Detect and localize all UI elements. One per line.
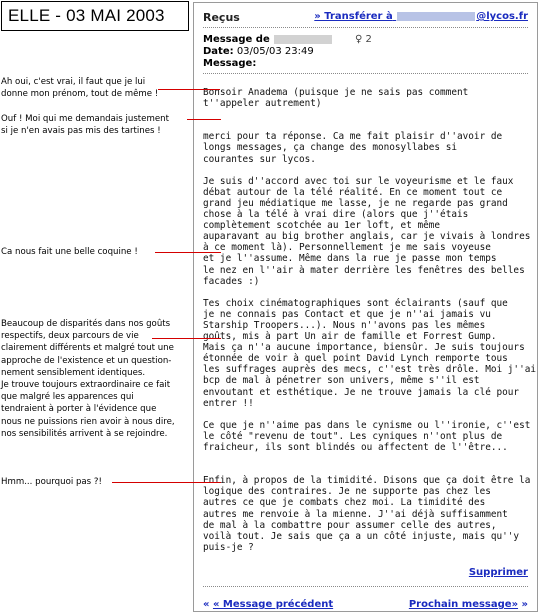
connector-line xyxy=(158,89,220,90)
sender-label: Message de xyxy=(203,34,270,45)
redacted-recipient xyxy=(397,12,475,21)
divider-top xyxy=(203,27,528,28)
connector-line xyxy=(155,252,221,253)
sender-row xyxy=(203,34,372,45)
folder-heading: Reçus xyxy=(203,11,240,24)
annotation-prenom: Ah oui, c'est vrai, il faut que je lui donne mon prénom, tout de même ! xyxy=(1,77,159,100)
annotation-disparites: Beaucoup de disparités dans nos goûts respectifs, deux parcours de vie clairement différents et malgré tout une approche de l'existence et un question- nement sensiblement identiques. Je trouve toujours extraordinaire ce fait que malgré les apparences qui tendraient à porter à l'évidence que nous ne puissions rien avoir à nous dire, nos sensibilités arrivent à se rejoindre. xyxy=(1,319,175,439)
page-title: ELLE - 03 MAI 2003 xyxy=(1,1,189,31)
divider-bottom xyxy=(203,586,528,587)
arrow-left-icon: « xyxy=(203,599,210,610)
annotation-coquine: Ca nous fait une belle coquine ! xyxy=(1,247,138,257)
message-label-row xyxy=(203,58,256,69)
message-body: Bonsoir Anadema (puisque je ne sais pas comment t''appeler autrement) merci pour ta réponse. Ca me fait plaisir d''avoir de longs messages, ça change des monosyllabes si courantes sur lycos. Je suis d''accord avec toi sur le voyeurisme et le faux débat autour de la télé réalité. En ce moment tout ce grand jeu médiatique me lasse, je ne regarde pas grand chose à la télé à vrai dire (alors que j''étais complètement scotchée au 1er loft, et même auparavant au big brother anglais, car je vivais à londres à ce moment là). Personnellement je me sais voyeuse et je l''assume. Même dans la rue je passe mon temps le nez en l''air à mater derrière les fenêtres des belles facades :) Tes choix cinématographiques sont éclairants (sauf que je ne connais pas Contact et que je n''ai jamais vu Starship Troopers...). Nous n''avons pas les mêmes goûts, mis à part Un air de famille et Forrest Gump. Mais ça n''a aucune importance, biensûr. Je suis toujours étonnée de voir à quel point David Lynch remporte tous les suffrages auprès des mecs, c''est très drôle. Moi j''ai bcp de mal à pénetrer son univers, même s''il est envoutant et esthétique. Je ne trouve jamais la clé pour entrer !! Ce que je n''aime pas dans le cynisme ou l''ironie, c''est le côté "revenu de tout". Les cyniques n''ont plus de fraicheur, ils sont blindés ou affectent de l''être... Enfin, à propos de la timidité. Disons que ça doit être la logique des contraires. Je ne supporte pas chez les autres ce que je combats chez moi. La timidité des autres me renvoie à la mienne. J''ai déjà suffisamment de mal à la combattre pour assumer celle des autres, voilà tout. Je sais que ça a un côté injuste, mais qu''y puis-je ? xyxy=(203,87,537,553)
divider-meta xyxy=(203,73,528,74)
annotation-tartines: Ouf ! Moi qui me demandais justement si je n'en avais pas mis des tartines ! xyxy=(1,114,169,137)
date-value: 03/05/03 23:49 xyxy=(236,46,314,57)
connector-line xyxy=(187,119,221,120)
connector-line xyxy=(112,482,221,483)
forward-prefix: » Transférer à xyxy=(314,11,393,22)
previous-message-link[interactable] xyxy=(203,599,333,610)
next-message-link[interactable] xyxy=(409,599,528,610)
delete-button[interactable]: Supprimer xyxy=(468,567,528,578)
redacted-sender xyxy=(274,35,332,44)
annotation-pourquoi-pas: Hmm... pourquoi pas ?! xyxy=(1,477,102,487)
sender-value: ♀ 2 xyxy=(354,34,372,45)
message-label: Message: xyxy=(203,58,257,69)
date-row xyxy=(203,46,314,57)
forward-link[interactable] xyxy=(314,11,528,22)
next-message-label: Prochain message» xyxy=(408,599,519,610)
forward-suffix: @lycos.fr xyxy=(476,11,528,22)
date-label: Date: xyxy=(203,46,234,57)
arrow-right-icon: » xyxy=(521,599,528,610)
previous-message-label: « Message précédent xyxy=(212,599,334,610)
connector-line xyxy=(152,338,221,339)
message-panel xyxy=(193,2,538,612)
